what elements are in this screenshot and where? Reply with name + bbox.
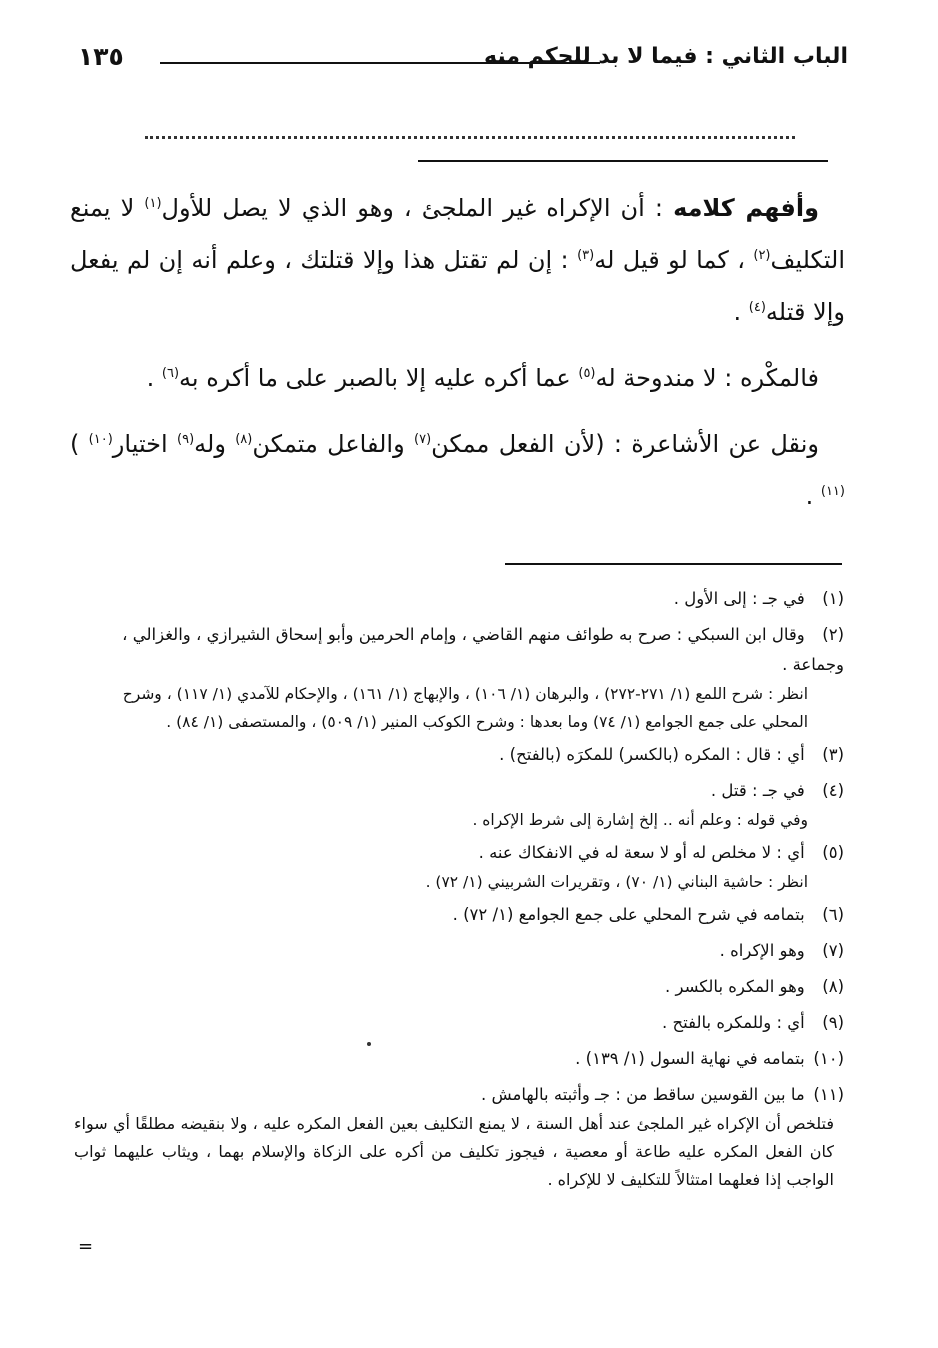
footnote-ref-11: (١١): [820, 484, 845, 499]
text-segment: .: [733, 298, 749, 326]
text-segment: ، كما لو قيل له: [594, 246, 754, 274]
footnote-number: (٦): [822, 905, 844, 924]
continuation-mark: =: [78, 1236, 94, 1257]
footnote-number: (١٠): [813, 1049, 844, 1068]
footnote-text: أي : قال : المكره (بالكسر) للمكرَه (بالفتح) .: [499, 745, 805, 764]
text-segment: .: [146, 364, 162, 392]
text-segment: ونقل عن الأشاعرة : (لأن الفعل ممكن: [431, 430, 819, 458]
footnote-text: ما بين القوسين ساقط من : جـ وأثبته بالهامش .: [480, 1085, 805, 1104]
footnote-text: أي : لا مخلص له أو لا سعة له في الانفكاك عنه .: [478, 843, 805, 862]
footnote-text: وهو المكره بالكسر .: [664, 977, 805, 996]
footnote-text: بتمامه في شرح المحلي على جمع الجوامع (١/ ٧٢) .: [452, 905, 805, 924]
footnote-number: (٧): [822, 941, 844, 960]
text-segment: : إن لم تقتل هذا وإلا قتلتك ، وعلم أنه إن لم يفعل وإلا قتله: [70, 246, 845, 326]
footnote-3: [74, 740, 844, 770]
lead-phrase: وأفهم كلامه: [673, 194, 819, 222]
print-speck: [367, 1042, 371, 1046]
paragraph-3: [70, 418, 845, 522]
footnote-5-references: انظر : حاشية البناني (١/ ٧٠) ، وتقريرات الشربيني (١/ ٧٢) .: [425, 873, 808, 891]
footnote-ref-10: (١٠): [88, 432, 113, 447]
footnote-4-note: وفي قوله : وعلم أنه .. إلخ إشارة إلى شرط الإكراه .: [472, 811, 808, 829]
text-segment: .: [805, 482, 821, 510]
footnote-text: في جـ : إلى الأول .: [673, 589, 805, 608]
footnote-text: بتمامه في نهاية السول (١/ ١٣٩) .: [575, 1049, 805, 1068]
footnote-ref-2: (٢): [753, 248, 771, 263]
page-number: ١٣٥: [78, 42, 124, 71]
footnote-ref-5: (٥): [578, 366, 596, 381]
text-segment: : أن الإكراه غير الملجئ ، وهو الذي لا يصل للأول: [161, 194, 674, 222]
footnote-6: [74, 900, 844, 930]
header-rule: [160, 62, 600, 64]
footnote-2: [74, 620, 844, 680]
footnote-number: (٢): [822, 625, 844, 644]
running-title: الباب الثاني : فيما لا بد للحكم منه: [484, 44, 848, 69]
footnote-5: [74, 838, 844, 868]
footnote-2-references: انظر : شرح اللمع (١/ ٢٧١-٢٧٢) ، والبرهان (١/ ١٠٦) ، والإبهاج (١/ ١٦١) ، والإحكام للآمدي (١/ ١١٧) ، وشرح المحلي على جمع الجوامع (١/ ٧٤) وما بعدها : وشرح الكوكب المنير (١/ ٥٠٩) ، والمستصفى (١/ ٨٤) .: [122, 685, 808, 731]
footnote-number: (٣): [822, 745, 844, 764]
footnote-ref-6: (٦): [161, 366, 180, 381]
footnote-11-commentary: فتلخص أن الإكراه غير الملجئ عند أهل السنة ، لا يمنع التكليف بعين الفعل المكره عليه ، ولا بنقيضه مطلقًا أي سواء كان الفعل المكره عليه طاعة أو معصية ، فيجوز تكليف من أكره على الزكاة والإسلام بهما ، ويثاب عليهما ثواب الواجب إذا فعلهما امتثالاً للتكليف لا للإكراه .: [74, 1114, 834, 1189]
main-text: [70, 182, 845, 536]
footnote-number: (٨): [822, 977, 844, 996]
footnote-number: (٩): [822, 1013, 844, 1032]
page-header: [78, 38, 848, 88]
footnote-text: في جـ : قتل .: [710, 781, 805, 800]
footnotes: [74, 584, 844, 1194]
footnote-ref-3: (٣): [577, 248, 595, 263]
footnote-ref-1: (١): [144, 196, 162, 211]
text-segment: ): [70, 430, 89, 458]
text-segment: والفاعل متمكن: [252, 430, 414, 458]
footnote-text: وقال ابن السبكي : صرح به طوائف منهم القاضي ، وإمام الحرمين وأبو إسحاق الشيرازي ، والغزالي ، وجماعة .: [122, 625, 844, 674]
footnote-4: [74, 776, 844, 806]
text-segment: وله: [194, 430, 236, 458]
footnote-text: أي : وللمكره بالفتح .: [661, 1013, 805, 1032]
footnote-separator: [505, 563, 842, 565]
footnote-11: [74, 1080, 844, 1110]
paragraph-2: [70, 352, 845, 404]
text-segment: عما أكره عليه إلا بالصبر على ما أكره به: [179, 364, 579, 392]
footnote-1: [74, 584, 844, 614]
dotted-separator: [145, 136, 795, 139]
footnote-8: [74, 972, 844, 1002]
footnote-10: [74, 1044, 844, 1074]
footnote-7: [74, 936, 844, 966]
footnote-ref-8: (٨): [235, 432, 253, 447]
footnote-number: (٥): [822, 843, 844, 862]
footnote-ref-7: (٧): [414, 432, 432, 447]
footnote-number: (١١): [813, 1085, 844, 1104]
text-segment: اختيار: [112, 430, 177, 458]
text-segment: لا يمنع التكليف: [70, 194, 846, 274]
footnote-text: وهو الإكراه .: [719, 941, 805, 960]
footnote-ref-9: (٩): [177, 432, 195, 447]
footnote-9: [74, 1008, 844, 1038]
top-rule: [418, 160, 828, 162]
text-segment: فالمكْره : لا مندوحة له: [595, 364, 819, 392]
paragraph-1: [70, 182, 845, 338]
footnote-ref-4: (٤): [748, 300, 766, 315]
footnote-number: (٤): [822, 781, 844, 800]
footnote-number: (١): [822, 589, 844, 608]
